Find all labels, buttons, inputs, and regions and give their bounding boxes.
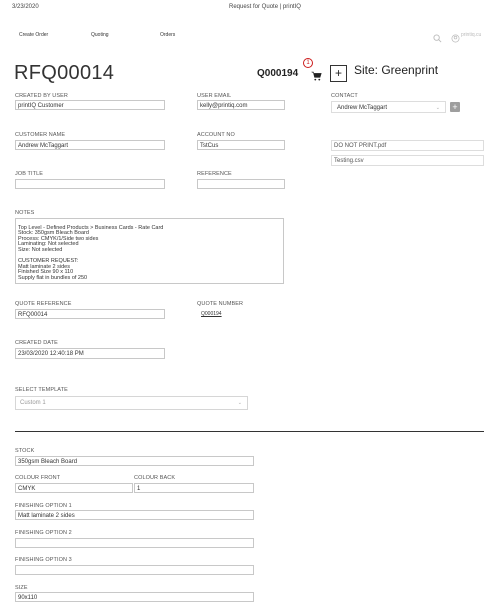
colour-back-field[interactable]: 1 [134,483,254,493]
finishing-3-label: FINISHING OPTION 3 [15,557,72,563]
user-email-field[interactable]: kelly@printiq.com [197,100,285,110]
attachment-file[interactable]: DO NOT PRINT.pdf [331,140,484,151]
finishing-2-label: FINISHING OPTION 2 [15,530,72,536]
created-date-field[interactable]: 23/03/2020 12:40:18 PM [15,348,165,359]
created-date-label: CREATED DATE [15,340,58,346]
notes-line: CUSTOMER REQUEST: [18,258,79,265]
select-template-label: SELECT TEMPLATE [15,387,68,393]
contact-select[interactable] [331,101,446,113]
notes-label: NOTES [15,210,35,216]
attachment-file[interactable]: Testing.csv [331,155,484,166]
notes-textarea[interactable] [15,218,284,284]
stock-label: STOCK [15,448,35,454]
quote-number-label: QUOTE NUMBER [197,301,244,307]
quote-id[interactable]: Q000194 [257,68,299,79]
notes-line: Laminating: Not selected [18,241,79,248]
account-no-field[interactable]: TstCus [197,140,285,150]
print-date: 3/23/2020 [12,4,39,10]
job-title-field[interactable] [15,179,165,189]
reference-field[interactable] [197,179,285,189]
notes-line: Top Level - Defined Products > Business Cards - Rate Card [18,224,164,231]
notes-line: Finished Size 90 x 110 [18,269,74,276]
quote-reference-label: QUOTE REFERENCE [15,301,72,307]
notes-line: Stock: 350gsm Bleach Board [18,230,89,237]
size-field[interactable]: 90x110 [15,592,254,602]
colour-front-label: COLOUR FRONT [15,475,61,481]
nav-create-order[interactable]: Create Order [19,32,49,38]
created-by-field[interactable]: printIQ Customer [15,100,165,110]
nav-quoting[interactable]: Quoting [91,32,109,38]
template-select-value: Custom 1 [20,400,46,406]
notes-line: Process: CMYK/1/Side two sides [18,235,99,242]
customer-name-field[interactable]: Andrew McTaggart [15,140,165,150]
add-contact-button[interactable]: + [450,102,460,112]
finishing-3-field[interactable] [15,565,254,575]
notes-line: Supply flat in bundles of 250 [18,274,88,281]
user-email-label: USER EMAIL [197,93,232,99]
notes-line: Matt laminate 2 sides [18,263,70,270]
customer-name-label: CUSTOMER NAME [15,132,66,138]
cart-icon[interactable] [311,68,322,78]
chevron-down-icon: ⌄ [237,400,242,406]
user-icon[interactable] [451,30,460,39]
colour-front-field[interactable]: CMYK [15,483,133,493]
user-menu-label[interactable]: printiq.cu [461,32,482,38]
section-divider [15,431,484,432]
quote-number-link[interactable]: Q000194 [201,311,222,317]
finishing-1-label: FINISHING OPTION 1 [15,503,72,509]
created-by-label: CREATED BY USER [15,93,68,99]
size-label: SIZE [15,585,28,591]
search-icon[interactable] [433,30,442,39]
quote-reference-field[interactable]: RFQ00014 [15,309,165,319]
colour-back-label: COLOUR BACK [134,475,176,481]
contact-value: Andrew McTaggart [337,105,388,111]
stock-field[interactable]: 350gsm Bleach Board [15,456,254,466]
template-select[interactable] [15,396,248,410]
site-name: Site: Greenprint [354,63,439,77]
contact-label: CONTACT [331,93,358,99]
finishing-2-field[interactable] [15,538,254,548]
page-title: Request for Quote | printIQ [229,4,301,10]
add-button[interactable]: + [330,65,347,82]
chevron-down-icon: ⌄ [435,105,440,111]
reference-label: REFERENCE [197,171,232,177]
finishing-1-field[interactable]: Matt laminate 2 sides [15,510,254,520]
nav-orders[interactable]: Orders [160,32,176,38]
notes-line: Size: Not selected [18,246,63,253]
cart-count-badge: 1 [303,58,313,68]
account-no-label: ACCOUNT NO [197,132,235,138]
job-title-label: JOB TITLE [15,171,43,177]
rfq-id: RFQ00014 [14,62,115,84]
